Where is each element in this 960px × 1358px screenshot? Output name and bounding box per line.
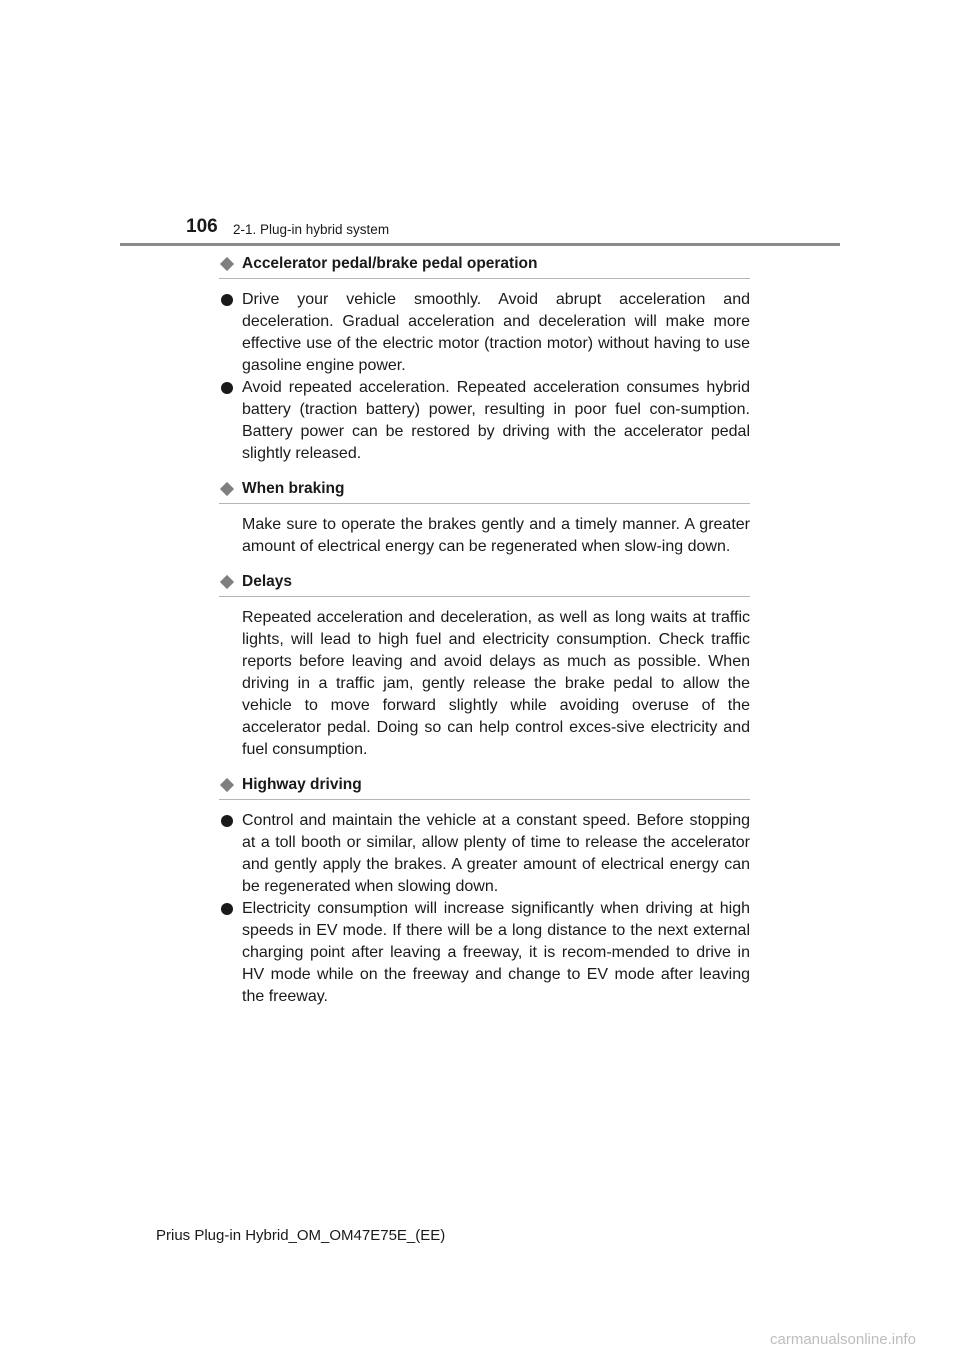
- diamond-icon: [220, 482, 234, 496]
- diamond-icon: [220, 257, 234, 271]
- section-heading: [219, 254, 750, 279]
- list-item-text: Electricity consumption will increase significantly when driving at high speeds in EV mode. If there will be a long distance to the next external charging point after leaving a freeway, it is recom-mended to drive in HV mode while on the freeway and change to EV mode after leaving the freeway.: [242, 900, 750, 1005]
- section-highway-driving: [219, 775, 750, 1008]
- section-paragraph: Make sure to operate the brakes gently and a timely manner. A greater amount of electrical energy can be regenerated when slow-ing down.: [242, 516, 750, 555]
- list-item: [219, 810, 750, 898]
- list-item: [219, 377, 750, 465]
- section-heading: [219, 775, 750, 800]
- section-heading-text: Accelerator pedal/brake pedal operation: [242, 255, 538, 272]
- list-item-text: Control and maintain the vehicle at a constant speed. Before stopping at a toll booth or similar, allow plenty of time to release the accelerator and gently apply the brakes. A greater amount of electrical energy can be regenerated when slowing down.: [242, 812, 750, 895]
- section-label: 2-1. Plug-in hybrid system: [233, 222, 390, 237]
- bullet-icon: [221, 815, 233, 827]
- section-heading: [219, 479, 750, 504]
- section-delays: [219, 572, 750, 761]
- page-number: 106: [186, 216, 218, 237]
- bullet-icon: [221, 903, 233, 915]
- bullet-list: [219, 810, 750, 1008]
- section-heading-text: Delays: [242, 573, 292, 590]
- bullet-icon: [221, 294, 233, 306]
- list-item-text: Avoid repeated acceleration. Repeated acceleration consumes hybrid battery (traction battery) power, resulting in poor fuel con-sumption. Battery power can be restored by driving with the accelerator pedal slightly released.: [242, 379, 750, 462]
- bullet-list: [219, 289, 750, 465]
- section-heading: [219, 572, 750, 597]
- diamond-icon: [220, 778, 234, 792]
- bullet-icon: [221, 382, 233, 394]
- section-heading-text: When braking: [242, 480, 345, 497]
- list-item: [219, 289, 750, 377]
- section-paragraph: Repeated acceleration and deceleration, as well as long waits at traffic lights, will lead to high fuel and electricity consumption. Check traffic reports before leaving and avoid delays as much as possible. When driving in a traffic jam, gently release the brake pedal to allow the vehicle to move forward slightly while avoiding overuse of the accelerator pedal. Doing so can help control exces-sive electricity and fuel consumption.: [242, 609, 750, 758]
- page-content: [219, 254, 750, 1022]
- section-accelerator-brake: [219, 254, 750, 465]
- list-item: [219, 898, 750, 1008]
- diamond-icon: [220, 575, 234, 589]
- watermark: carmanualsonline.info: [770, 1331, 916, 1348]
- section-when-braking: [219, 479, 750, 558]
- footer-document-id: Prius Plug-in Hybrid_OM_OM47E75E_(EE): [156, 1227, 446, 1244]
- list-item-text: Drive your vehicle smoothly. Avoid abrupt acceleration and deceleration. Gradual acceleration and deceleration will make more effective use of the electric motor (traction motor) without having to use gasoline engine power.: [242, 291, 750, 374]
- header-rule: [120, 243, 840, 246]
- section-heading-text: Highway driving: [242, 776, 362, 793]
